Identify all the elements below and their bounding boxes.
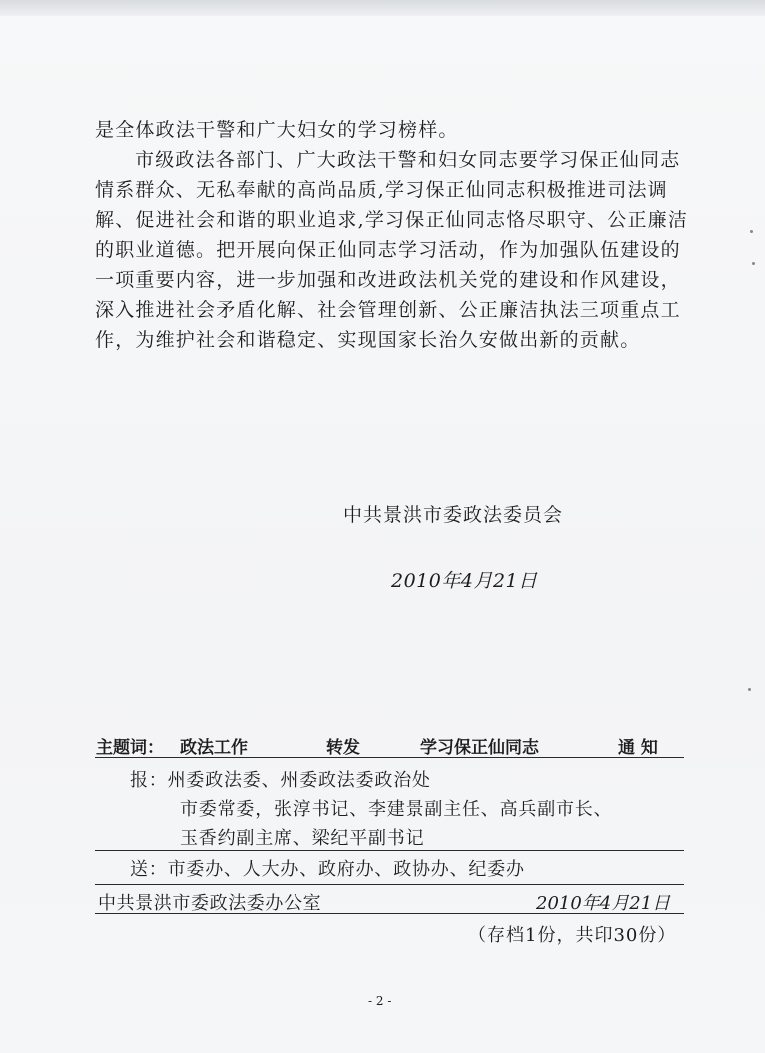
divider — [95, 884, 684, 885]
scan-speck — [750, 230, 753, 233]
subject-term: 转发 — [326, 738, 360, 758]
issuing-office: 中共景洪市委政法委办公室 — [98, 893, 322, 914]
signature-organization: 中共景洪市委政法委员会 — [343, 504, 564, 526]
scan-edge — [0, 0, 765, 16]
main-paragraph: 市级政法各部门、广大政法干警和妇女同志要学习保正仙同志情系群众、无私奉献的高尚品质,学习保正仙同志积极推进司法调解、促进社会和谐的职业追求,学习保正仙同志恪尽职守、公正廉洁的职业道德。把开展向保正仙同志学习活动，作为加强队伍建设的一项重要内容，进一步加强和改进政法机关党的建设和作风建设，深入推进社会矛盾化解、社会管理创新、公正廉洁执法三项重点工作，为维护社会和谐稳定、实现国家长治久安做出新的贡献。 — [95, 149, 689, 351]
subject-term: 通 知 — [618, 738, 658, 758]
divider — [95, 913, 684, 914]
subject-term: 学习保正仙同志 — [420, 738, 539, 758]
body-text — [95, 115, 695, 355]
send-label: 送： — [130, 859, 168, 880]
issue-date: 2010年4月21日 — [536, 893, 671, 914]
signature-date: 2010年4月21日 — [391, 570, 538, 592]
scan-speck — [748, 688, 751, 691]
subject-label: 主题词： — [96, 738, 164, 758]
page-number: - 2 - — [368, 994, 392, 1008]
report-label: 报： — [130, 770, 168, 791]
report-line: 玉香约副主席、梁纪平副书记 — [180, 828, 425, 849]
copies-note: （存档1份，共印30份） — [468, 925, 677, 946]
subject-term: 政法工作 — [180, 738, 248, 758]
report-line: 市委常委，张淳书记、李建景副主任、高兵副市长、 — [180, 799, 613, 820]
scan-speck — [752, 262, 755, 265]
divider — [95, 850, 684, 851]
report-line: 州委政法委、州委政法委政治处 — [167, 770, 431, 791]
continued-line: 是全体政法干警和广大妇女的学习榜样。 — [95, 119, 459, 141]
send-line: 市委办、人大办、政府办、政协办、纪委办 — [167, 859, 525, 880]
send-to — [130, 855, 525, 881]
report-to — [130, 766, 431, 792]
divider — [95, 757, 684, 758]
